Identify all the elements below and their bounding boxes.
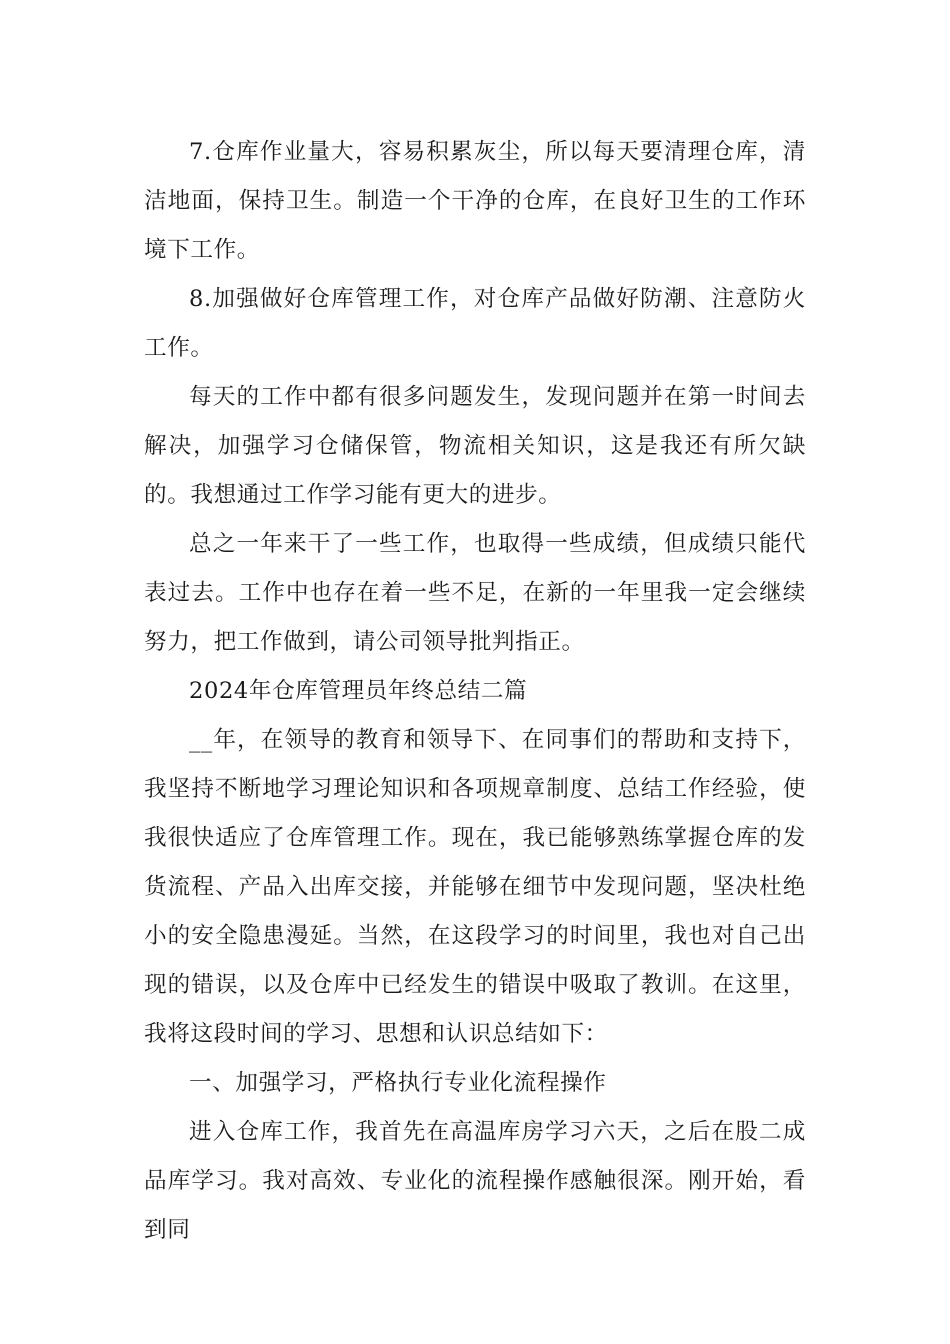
paragraph-daily-problems: 每天的工作中都有很多问题发生，发现问题并在第一时间去解决，加强学习仓储保管，物流相关知识，这是我还有所欠缺的。我想通过工作学习能有更大的进步。 xyxy=(144,384,806,508)
paragraph-entering-warehouse: 进入仓库工作，我首先在高温库房学习六天，之后在股二成品库学习。我对高效、专业化的流程操作感触很深。刚开始，看到同 xyxy=(144,1119,806,1243)
paragraph-intro: __年，在领导的教育和领导下、在同事们的帮助和支持下，我坚持不断地学习理论知识和各项规章制度、总结工作经验，使我很快适应了仓库管理工作。现在，我已能够熟练掌握仓库的发货流程、产品入出库交接，并能够在细节中发现问题，坚决杜绝小的安全隐患漫延。当然，在这段学习的时间里，我也对自己出现的错误，以及仓库中已经发生的错误中吸取了教训。在这里，我将这段时间的学习、思想和认识总结如下： xyxy=(144,727,806,1047)
paragraph-item-8-moisture-fire: 8.加强做好仓库管理工作，对仓库产品做好防潮、注意防火工作。 xyxy=(144,286,806,361)
document-body xyxy=(144,128,806,1255)
section-heading-1: 一、加强学习，严格执行专业化流程操作 xyxy=(189,1070,607,1096)
paragraph-conclusion: 总之一年来干了一些工作，也取得一些成绩，但成绩只能代表过去。工作中也存在着一些不足，在新的一年里我一定会继续努力，把工作做到，请公司领导批判指正。 xyxy=(144,531,806,655)
paragraph-item-7-cleaning: 7.仓库作业量大，容易积累灰尘，所以每天要清理仓库，清洁地面，保持卫生。制造一个干净的仓库，在良好卫生的工作环境下工作。 xyxy=(144,139,806,263)
section-title: 2024年仓库管理员年终总结二篇 xyxy=(189,678,528,704)
